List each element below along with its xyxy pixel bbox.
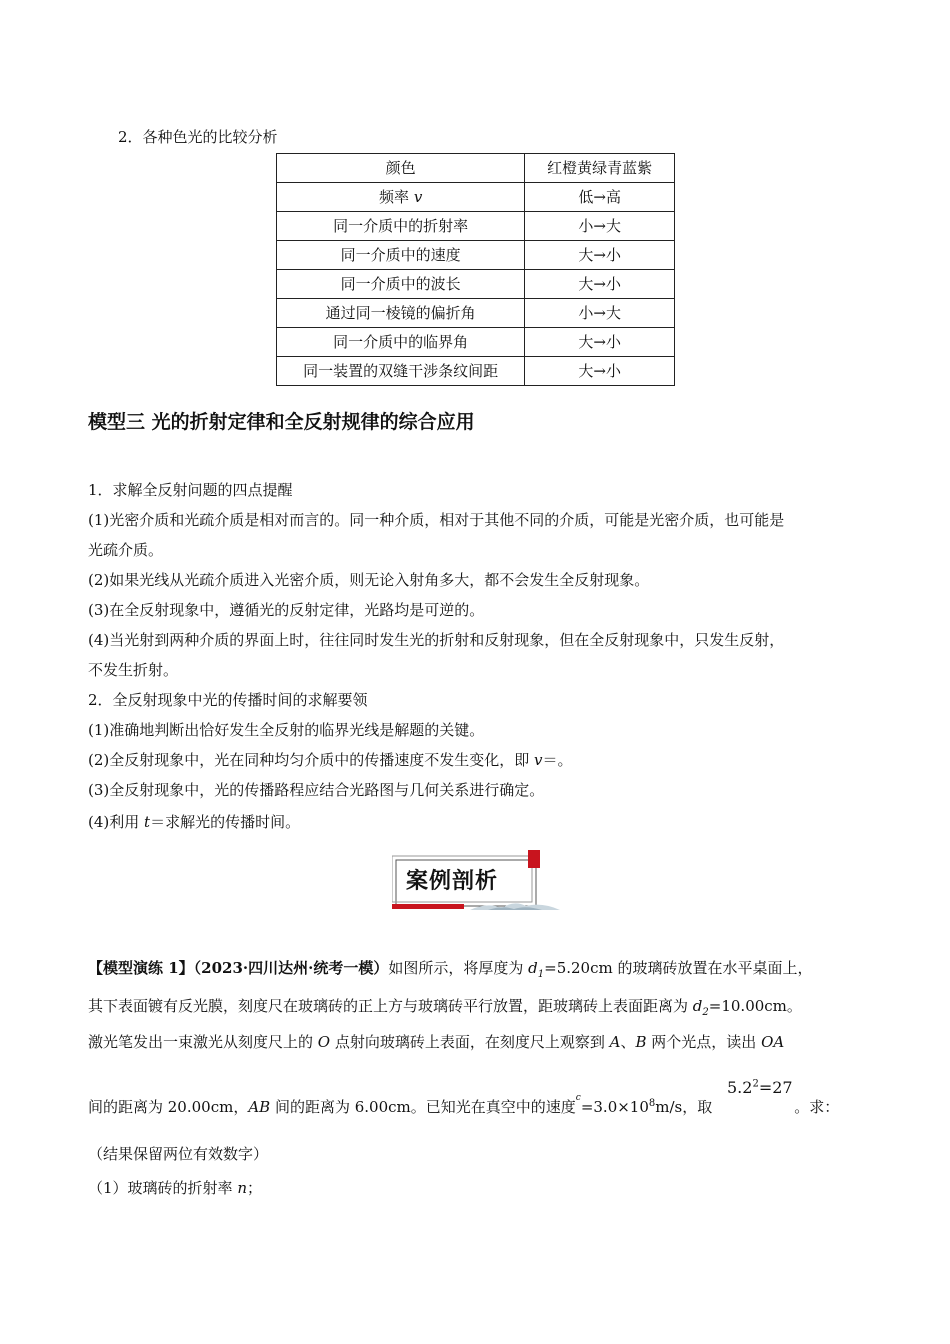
text: 。求：: [794, 1098, 840, 1116]
text: =5.20cm 的玻璃砖放置在水平桌面上，: [544, 959, 813, 977]
text: ＝。: [542, 751, 573, 769]
text: ；: [246, 1179, 262, 1197]
table-cell: 同一介质中的速度: [277, 241, 525, 270]
text: 其下表面镀有反光膜，刻度尺在玻璃砖的正上方与玻璃砖平行放置，距玻璃砖上表面距离为: [88, 997, 693, 1015]
exercise-line-1: [88, 958, 813, 985]
paragraph-heading: 2．全反射现象中光的传播时间的求解要领: [88, 691, 368, 709]
table-row: [277, 183, 675, 212]
subscript: 1: [537, 969, 545, 980]
table-cell: 同一介质中的折射率: [277, 212, 525, 241]
paragraph-line: 光疏介质。: [88, 541, 164, 559]
distance-symbol: d: [692, 997, 703, 1015]
segment-AB: AB: [248, 1098, 271, 1116]
velocity-symbol: v: [534, 751, 543, 769]
text: 点射向玻璃砖上表面，在刻度尺上观察到: [330, 1033, 610, 1051]
table-cell: 同一介质中的临界角: [277, 328, 525, 357]
table-cell-text: 频率: [379, 188, 410, 206]
text: (4)利用: [88, 813, 145, 831]
table-cell: 大→小: [525, 270, 675, 299]
thickness-symbol: d: [528, 959, 538, 977]
paragraph-line: (1)光密介质和光疏介质是相对而言的。同一种介质，相对于其他不同的介质，可能是光密介质，也可能是: [88, 511, 785, 529]
segment-OA: OA: [761, 1033, 785, 1051]
text: 间的距离为 6.00cm。已知光在真空中的速度: [270, 1098, 576, 1116]
table-cell: 同一介质中的波长: [277, 270, 525, 299]
question-1: [88, 1178, 262, 1198]
text: ＝求解光的传播时间。: [150, 813, 301, 831]
speed-symbol: c: [575, 1093, 581, 1103]
refractive-index-symbol: n: [237, 1179, 247, 1197]
paragraph-line: [88, 812, 300, 832]
table-row: [277, 241, 675, 270]
exercise-tag: 【模型演练 1】（2023·四川达州·统考一模）: [88, 959, 389, 977]
paragraph-line: (2)如果光线从光疏介质进入光密介质，则无论入射角多大，都不会发生全反射现象。: [88, 571, 650, 589]
table-row: [277, 154, 675, 183]
table-row: [277, 357, 675, 386]
point-A: A: [609, 1033, 621, 1051]
color-comparison-table: [276, 153, 675, 386]
table-cell: [277, 183, 525, 212]
paragraph-line: (3)在全反射现象中，遵循光的反射定律，光路均是可逆的。: [88, 601, 485, 619]
text: 如图所示，将厚度为: [388, 959, 529, 977]
table-cell: 大→小: [525, 357, 675, 386]
table-row: [277, 299, 675, 328]
paragraph-line: 不发生折射。: [88, 661, 179, 679]
text: （1）玻璃砖的折射率: [88, 1179, 238, 1197]
paragraph-line: (4)当光射到两种介质的界面上时，往往同时发生光的折射和反射现象，但在全反射现象中，只发生反射，: [88, 631, 785, 649]
exercise-line-4: [88, 1094, 839, 1117]
text: m/s，取: [655, 1098, 713, 1116]
time-symbol: t: [144, 813, 151, 831]
text: =3.0×10: [580, 1098, 649, 1116]
paragraph-heading: 1．求解全反射问题的四点提醒: [88, 481, 293, 499]
table-cell: 通过同一棱镜的偏折角: [277, 299, 525, 328]
text: 激光笔发出一束激光从刻度尺上的: [88, 1033, 318, 1051]
approximation-equation: [727, 1078, 793, 1097]
text: =10.00cm。: [708, 997, 802, 1015]
table-cell: 小→大: [525, 212, 675, 241]
text: 、: [620, 1033, 636, 1051]
exponent: 8: [648, 1098, 656, 1109]
exercise-line-3: [88, 1032, 784, 1052]
table-header-cell: 红橙黄绿青蓝紫: [525, 154, 675, 183]
table-cell: 小→大: [525, 299, 675, 328]
eq-exponent: 2: [752, 1078, 759, 1090]
point-O: O: [317, 1033, 331, 1051]
text: 间的距离为 20.00cm，: [88, 1098, 249, 1116]
table-cell: 大→小: [525, 241, 675, 270]
case-analysis-banner: [392, 850, 564, 916]
frequency-symbol: v: [413, 188, 423, 206]
table-row: [277, 328, 675, 357]
table-row: [277, 212, 675, 241]
table-cell: 同一装置的双缝干涉条纹间距: [277, 357, 525, 386]
eq-base: 5.2: [727, 1078, 753, 1097]
exercise-line-2: [88, 996, 802, 1023]
subscript: 2: [702, 1007, 709, 1018]
table-row: [277, 270, 675, 299]
table-cell: 低→高: [525, 183, 675, 212]
model-title: 模型三 光的折射定律和全反射规律的综合应用: [88, 411, 475, 433]
table-header-cell: 颜色: [277, 154, 525, 183]
paragraph-line: (3)全反射现象中，光的传播路程应结合光路图与几何关系进行确定。: [88, 781, 545, 799]
paragraph-line: [88, 750, 573, 770]
point-B: B: [635, 1033, 647, 1051]
banner-title: 案例剖析: [406, 869, 499, 894]
eq-rest: =27: [758, 1078, 793, 1097]
text: 两个光点，读出: [646, 1033, 762, 1051]
table-cell: 大→小: [525, 328, 675, 357]
section-heading: 2．各种色光的比较分析: [118, 128, 278, 146]
text: (2)全反射现象中，光在同种均匀介质中的传播速度不发生变化，即: [88, 751, 535, 769]
exercise-note: （结果保留两位有效数字）: [88, 1145, 269, 1163]
paragraph-line: (1)准确地判断出恰好发生全反射的临界光线是解题的关键。: [88, 721, 485, 739]
